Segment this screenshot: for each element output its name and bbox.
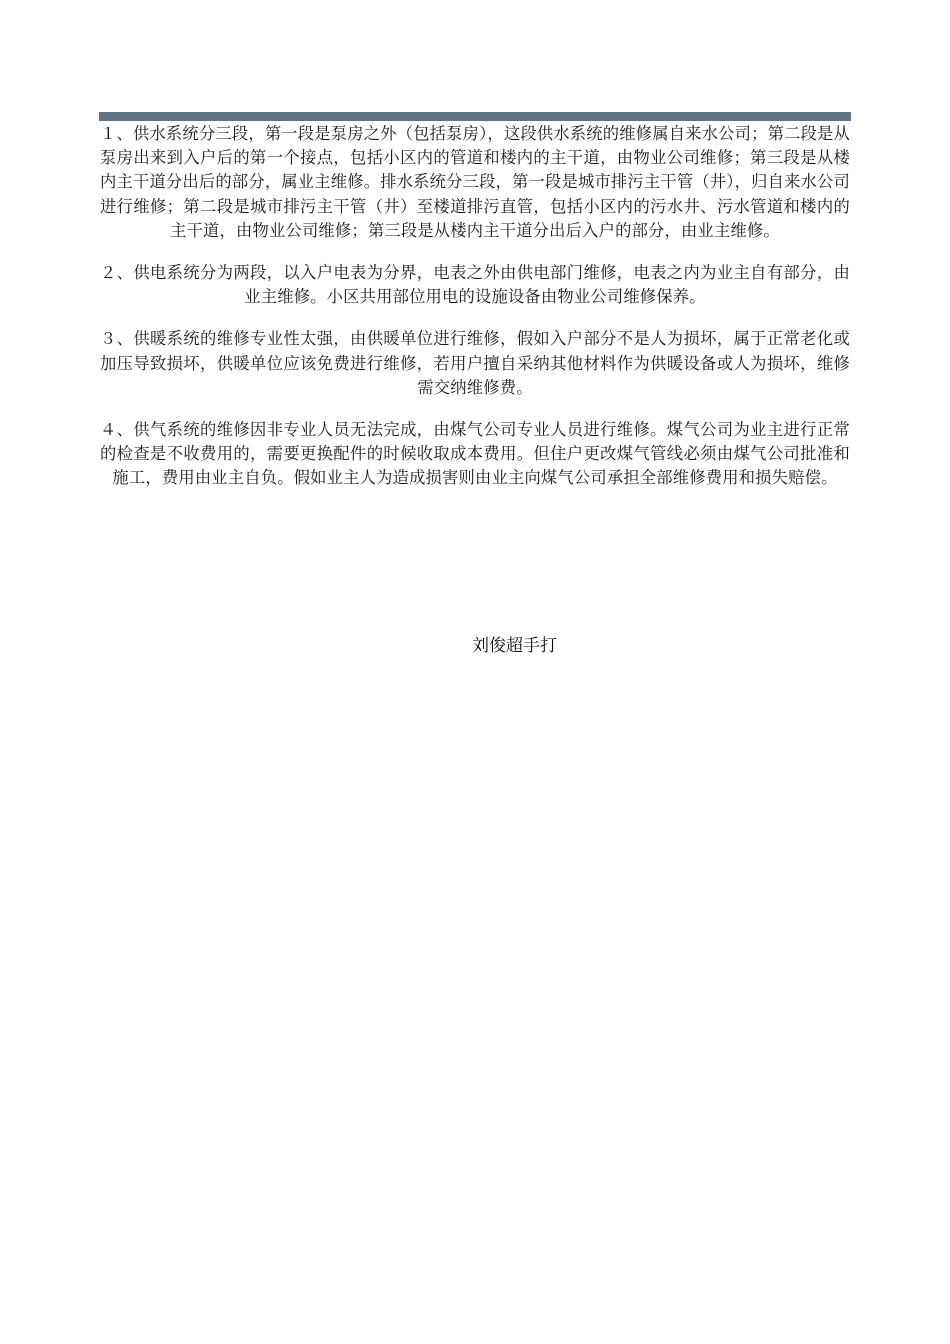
document-body <box>100 122 850 509</box>
paragraph-water-system: １、供水系统分三段，第一段是泵房之外（包括泵房），这段供水系统的维修属自来水公司；第二段是从泵房出来到入户后的第一个接点，包括小区内的管道和楼内的主干道，由物业公司维修；第三段是从楼内主干道分出后的部分，属业主维修。排水系统分三段，第一段是城市排污主干管（井），归自来水公司进行维修；第二段是城市排污主干管（井）至楼道排污直管，包括小区内的污水井、污水管道和楼内的主干道，由物业公司维修；第三段是从楼内主干道分出后入户的部分，由业主维修。 <box>100 124 850 240</box>
paragraph-power-system: ２、供电系统分为两段，以入户电表为分界，电表之外由供电部门维修，电表之内为业主自有部分，由业主维修。小区共用部位用电的设施设备由物业公司维修保养。 <box>100 263 850 307</box>
signature-note: 刘俊超手打 <box>472 636 557 656</box>
header-rule <box>99 112 851 121</box>
paragraph-heating-system: ３、供暖系统的维修专业性太强，由供暖单位进行维修，假如入户部分不是人为损坏，属于正常老化或加压导致损坏，供暖单位应该免费进行维修，若用户擅自采纳其他材料作为供暖设备或人为损坏，维修需交纳维修费。 <box>100 329 850 397</box>
paragraph-gas-system: ４、供气系统的维修因非专业人员无法完成，由煤气公司专业人员进行维修。煤气公司为业主进行正常的检查是不收费用的，需要更换配件的时候收取成本费用。但住户更改煤气管线必须由煤气公司批准和施工，费用由业主自负。假如业主人为造成损害则由业主向煤气公司承担全部维修费用和损失赔偿。 <box>100 420 850 488</box>
